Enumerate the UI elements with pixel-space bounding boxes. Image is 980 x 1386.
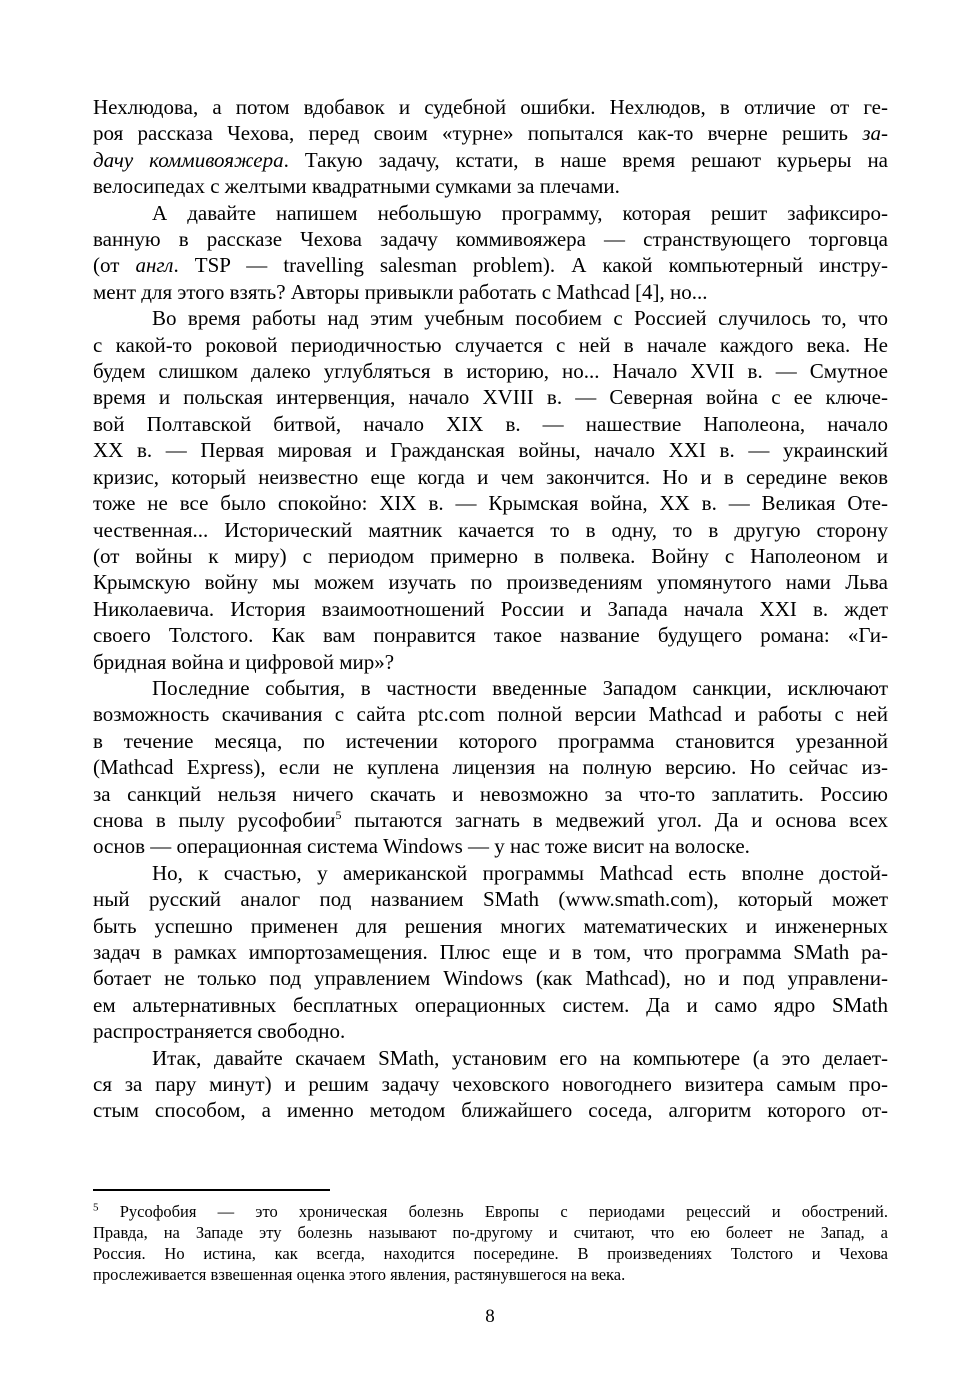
text-line: [93, 1018, 888, 1044]
text-line: [93, 860, 888, 886]
text-segment: . TSP — travelling salesman problem). А какой компьютерный инстру-: [173, 253, 888, 278]
text-line: [93, 173, 888, 199]
text-line: [93, 1264, 888, 1285]
text-line: [93, 1222, 888, 1243]
text-line: [93, 781, 888, 807]
text-segment: Последние события, в частности введенные Западом санкции, исключают: [152, 675, 888, 700]
text-line: [93, 94, 888, 120]
paragraph: [93, 1045, 888, 1124]
text-line: [93, 147, 888, 173]
text-segment: кризис, который неизвестно еще когда и чем закончится. Но и в середине веков: [93, 464, 888, 489]
text-line: [93, 305, 888, 331]
text-line: [93, 358, 888, 384]
paragraph: [93, 94, 888, 200]
text-line: [93, 437, 888, 463]
text-segment: Крымскую войну мы можем изучать по произведениям упомянутого нами Льва: [93, 570, 888, 595]
footnote-ref: 5: [335, 807, 342, 822]
text-segment: Но, к счастью, у американской программы Mathcad есть вполне достой-: [152, 860, 888, 885]
text-line: [93, 200, 888, 226]
text-segment: ем альтернативных бесплатных операционных систем. Да и само ядро SMath: [93, 992, 888, 1017]
body-text: [93, 94, 888, 1124]
text-segment: Россия. Но истина, как всегда, находится посередине. В произведениях Толстого и Чехова: [93, 1244, 888, 1263]
text-segment: задач в рамках импортозамещения. Плюс еще и в том, что программа SMath ра-: [93, 940, 888, 964]
text-segment: будем слишком далеко углубляться в историю, но... Начало XVII в. — Смутное: [93, 359, 888, 384]
text-line: [93, 1071, 888, 1097]
text-segment: вой Полтавской битвой, начало XIX в. — нашествие Наполеона, начало: [93, 411, 888, 436]
text-segment: с какой-то роковой периодичностью случается с ней в начале каждого века. Не: [93, 332, 888, 357]
text-line: [93, 490, 888, 516]
text-segment: возможность скачивания с сайта ptc.com полной версии Mathcad и работы с ней: [93, 702, 888, 727]
text-segment: Русофобия — это хроническая болезнь Европы с периодами рецессий и обострений.: [98, 1202, 888, 1221]
text-line: [93, 886, 888, 912]
text-segment: Во время работы над этим учебным пособием с Россией случилось то, что: [152, 306, 888, 331]
text-line: [93, 701, 888, 727]
text-segment: (от: [93, 253, 136, 278]
footnote-separator: [93, 1189, 330, 1191]
footnote-ref: 5: [93, 1201, 99, 1214]
text-line: [93, 596, 888, 622]
text-line: [93, 120, 888, 146]
text-segment: А давайте напишем небольшую программу, которая решит зафиксиро-: [152, 200, 888, 225]
page-number: 8: [485, 1306, 495, 1327]
text-line: [93, 332, 888, 358]
text-line: [93, 913, 888, 939]
text-line: [93, 1097, 888, 1123]
text-segment: ный русский аналог под названием SMath (www.smath.com), который может: [93, 887, 888, 912]
text-segment: (Mathcad Express), если не куплена лицензия на полную версию. Но сейчас из-: [93, 755, 888, 780]
text-segment: тоже не все было спокойно: XIX в. — Крымская война, XX в. — Великая Оте-: [93, 491, 888, 516]
text-segment: роя рассказа Чехова, перед своим «турне» попытался как-то вчерне решить: [93, 121, 863, 146]
paragraph: [93, 675, 888, 860]
text-segment: XX в. — Первая мировая и Гражданская войны, начало XXI в. — украинский: [93, 438, 888, 463]
text-line: [93, 384, 888, 410]
text-segment: Правда, на Западе эту болезнь называют по-другому и считают, что ею болеет не Запад, а: [93, 1223, 888, 1242]
text-line: [93, 754, 888, 780]
text-line: [93, 728, 888, 754]
text-line: [93, 569, 888, 595]
paragraph: [93, 305, 888, 675]
paragraph: [93, 860, 888, 1045]
text-segment: быть успешно применен для решения многих математических и инженерных: [93, 913, 888, 938]
text-segment: ся за пару минут) и решим задачу чеховского новогоднего визитера самым про-: [93, 1072, 888, 1097]
text-segment: своего Толстого. Как вам понравится такое название будущего романа: «Ги-: [93, 623, 888, 648]
text-segment: в течение месяца, по истечении которого программа становится урезанной: [93, 728, 888, 753]
italic-text: дачу коммивояжера: [93, 147, 284, 172]
text-line: [93, 939, 888, 965]
text-line: [93, 622, 888, 648]
text-segment: Итак, давайте скачаем SMath, установим его на компьютере (а это делает-: [152, 1045, 888, 1070]
text-line: [93, 675, 888, 701]
italic-text: за-: [862, 121, 888, 146]
text-segment: . Такую задачу, кстати, в наше время решают курьеры на: [283, 147, 888, 172]
text-segment: время и польская интервенция, начало XVIII в. — Северная война с ее ключе-: [93, 385, 888, 410]
text-line: [93, 279, 888, 305]
footnote: [93, 1201, 888, 1285]
text-line: [93, 1201, 888, 1222]
italic-text: англ: [135, 253, 174, 278]
text-segment: стым способом, а именно методом ближайшего соседа, алгоритм которого от-: [93, 1098, 888, 1123]
text-segment: снова в пылу русофобии: [93, 807, 336, 832]
text-segment: велосипедах с желтыми квадратными сумками за плечами.: [93, 174, 620, 199]
text-line: [93, 649, 888, 675]
text-line: [93, 1243, 888, 1264]
paragraph: [93, 200, 888, 306]
text-segment: Николаевича. История взаимоотношений России и Запада начала XXI в. ждет: [93, 596, 888, 621]
text-line: [93, 1045, 888, 1071]
text-line: [93, 226, 888, 252]
text-segment: основ — операционная система Windows — у нас тоже висит на волоске.: [93, 834, 750, 859]
text-segment: (от войны к миру) с периодом примерно в полвека. Войну с Наполеоном и: [93, 543, 888, 568]
text-line: [93, 252, 888, 278]
text-segment: Нехлюдова, а потом вдобавок и судебной ошибки. Нехлюдов, в отличие от ге-: [93, 95, 888, 119]
text-line: [93, 992, 888, 1018]
text-segment: прослеживается взвешенная оценка этого явления, растянувшегося на века.: [93, 1265, 626, 1284]
text-segment: чественная... Исторический маятник качается то в одну, то в другую сторону: [93, 517, 888, 542]
text-line: [93, 411, 888, 437]
text-line: [93, 807, 888, 833]
text-segment: за санкций нельзя ничего скачать и невозможно за что-то заплатить. Россию: [93, 781, 888, 806]
text-segment: распространяется свободно.: [93, 1019, 346, 1044]
text-line: [93, 517, 888, 543]
text-segment: ванную в рассказе Чехова задачу коммивояжера — странствующего торговца: [93, 227, 888, 252]
text-line: [93, 543, 888, 569]
text-segment: ботает не только под управлением Windows (как Mathcad), но и под управлени-: [93, 966, 888, 991]
text-line: [93, 833, 888, 859]
text-segment: пытаются загнать в медвежий угол. Да и основа всех: [341, 807, 888, 832]
text-line: [93, 965, 888, 991]
text-segment: бридная война и цифровой мир»?: [93, 649, 395, 674]
text-segment: мент для этого взять? Авторы привыкли работать с Mathcad [4], но...: [93, 279, 708, 304]
text-line: [93, 464, 888, 490]
